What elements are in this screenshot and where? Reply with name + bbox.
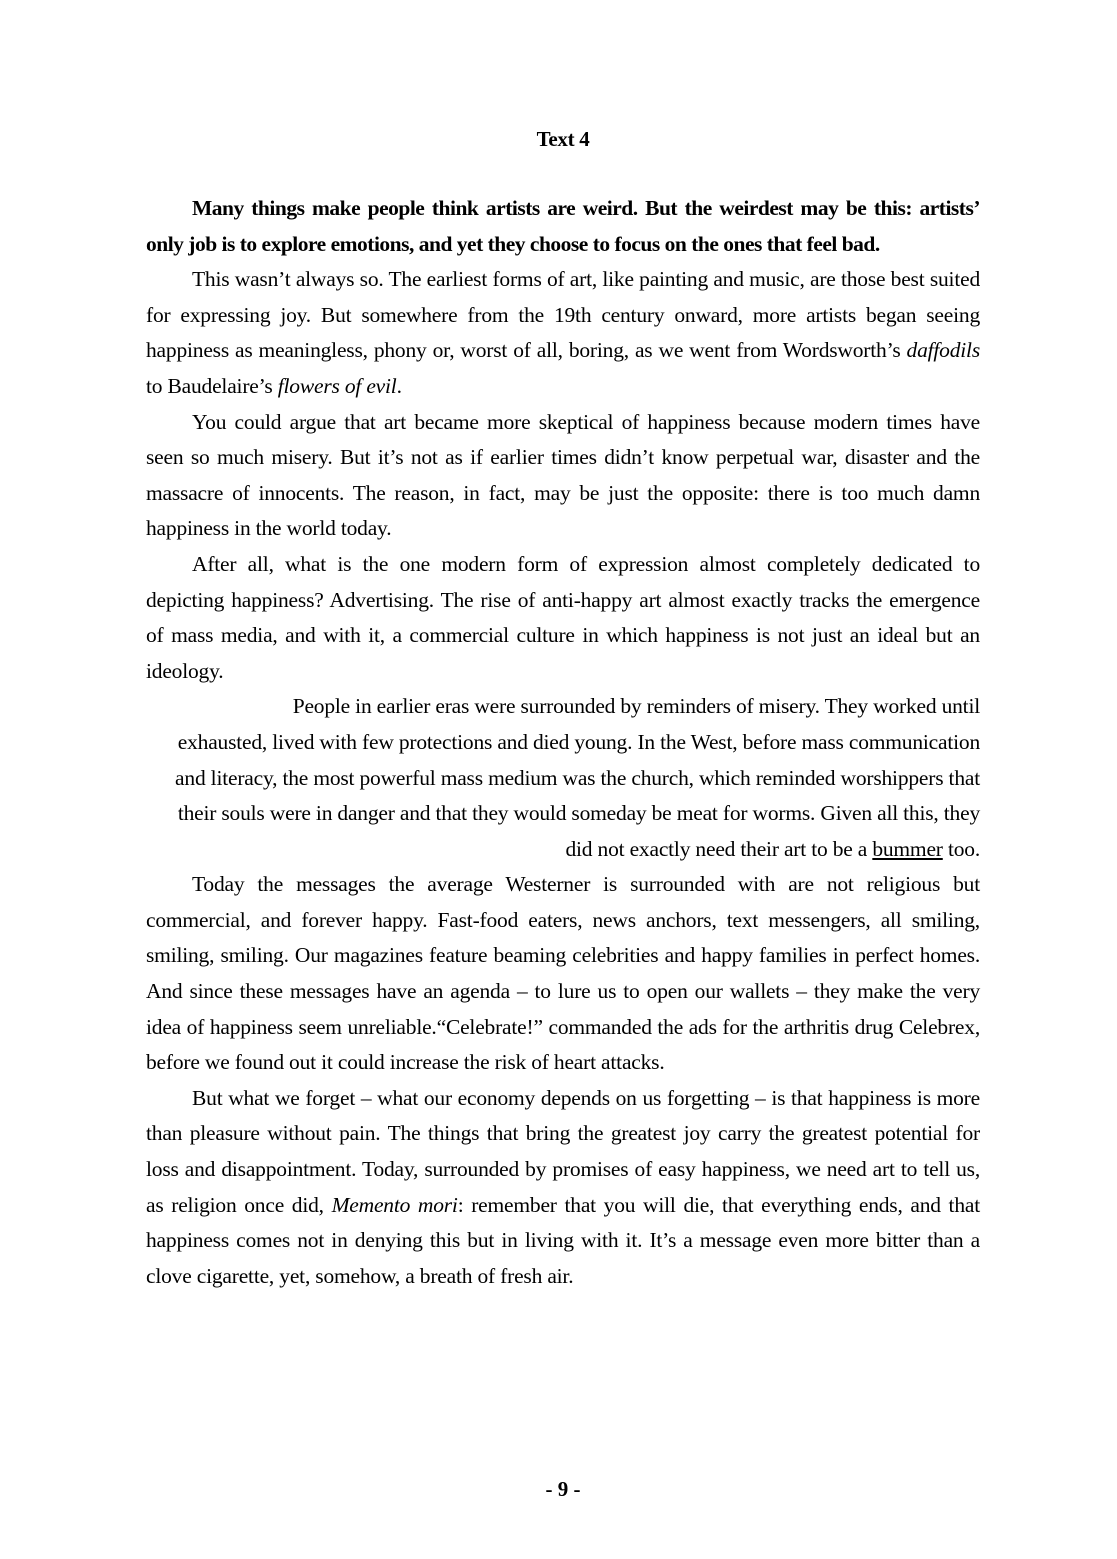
paragraph-7-text-end: : remember that you will die, that everything ends, and that happiness comes not in denying this but in living with it. It’s a message even more bitter than a clove cigarette, yet, somehow, a breath of fresh air. [146,1192,980,1288]
paragraph-2-text-mid: to Baudelaire’s [146,373,278,398]
italic-daffodils: daffodils [906,338,980,363]
italic-memento-mori: Memento mori [331,1192,458,1217]
page-number: - 9 - [545,1477,581,1501]
paragraph-5 [146,689,980,867]
article-body [146,191,980,1294]
paragraph-2-text: This wasn’t always so. The earliest forms of art, like painting and music, are those best suited for expressing joy. But somewhere from the 19th century onward, more artists began seeing happiness as meaningless, phony or, worst of all, boring, as we went from Wordsworth’s [146,267,980,363]
paragraph-7 [146,1081,980,1295]
paragraph-5-text-end: too. [942,836,980,861]
paragraph-3: You could argue that art became more skeptical of happiness because modern times have seen so much misery. But it’s not as if earlier times didn’t know perpetual war, disaster and the massacre of innocents. The reason, in fact, may be just the opposite: there is too much damn happiness in the world today. [146,409,980,541]
paragraph-1: Many things make people think artists are weird. But the weirdest may be this: artists’ only job is to explore emotions, and yet they choose to focus on the ones that feel bad. [146,196,980,256]
text-title: Text 4 [536,127,590,151]
paragraph-2-text-end: . [396,373,402,398]
paragraph-2 [146,262,980,404]
paragraph-5-text: People in earlier eras were surrounded by reminders of misery. They worked until exhausted, lived with few protections and died young. In the West, before mass communication and literacy, the most powerful mass medium was the church, which reminded worshippers that their souls were in danger and that they would someday be meat for worms. Given all this, they did not exactly need their art to be a [175,694,980,861]
italic-flowers-of-evil: flowers of evil [277,373,397,398]
paragraph-4: After all, what is the one modern form of expression almost completely dedicated to depicting happiness? Advertising. The rise of anti-happy art almost exactly tracks the emergence of mass media, and with it, a commercial culture in which happiness is not just an ideal but an ideology. [146,551,980,683]
underlined-word-bummer: bummer [872,836,943,861]
paragraph-7-text: But what we forget – what our economy depends on us forgetting – is that happiness is more than pleasure without pain. The things that bring the greatest joy carry the greatest potential for loss and disappointment. Today, surrounded by promises of easy happiness, we need art to tell us, as religion once did, [146,1085,980,1217]
paragraph-6: Today the messages the average Westerner is surrounded with are not religious but commercial, and forever happy. Fast-food eaters, news anchors, text messengers, all smiling, smiling, smiling. Our magazines feature beaming celebrities and happy families in perfect homes. And since these messages have an agenda – to lure us to open our wallets – they make the very idea of happiness seem unreliable.“Celebrate!” commanded the ads for the arthritis drug Celebrex, before we found out it could increase the risk of heart attacks. [146,872,980,1075]
